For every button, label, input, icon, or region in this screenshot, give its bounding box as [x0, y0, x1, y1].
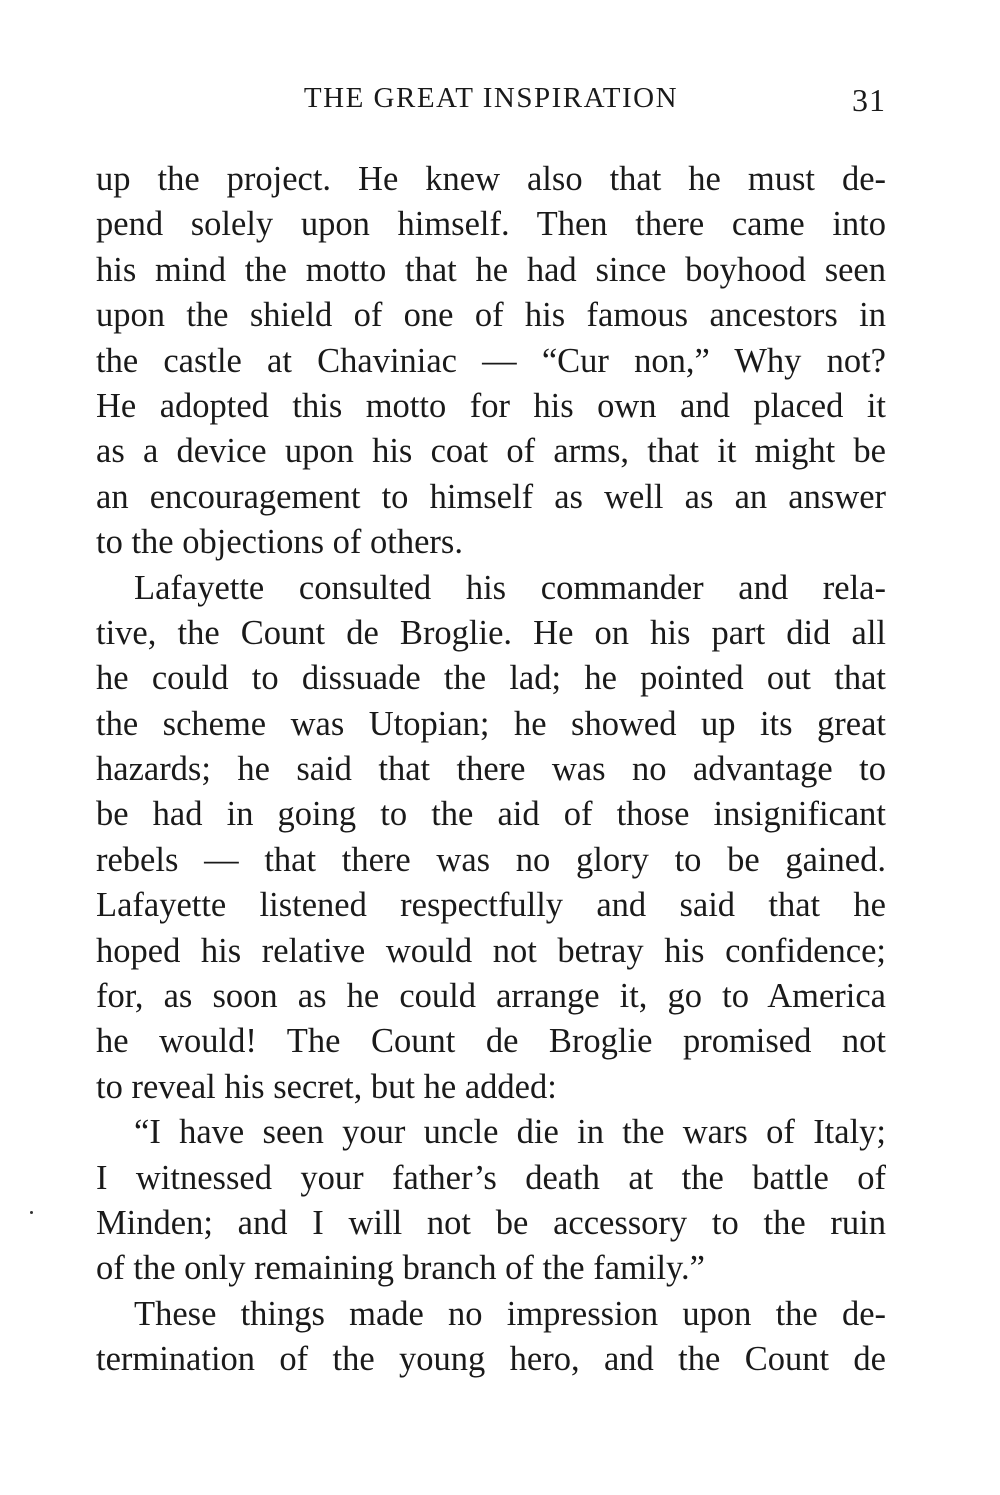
- text-line: as a device upon his coat of arms, that it might be: [96, 432, 886, 471]
- chapter-title: THE GREAT INSPIRATION: [303, 82, 679, 114]
- text-line: be had in going to the aid of those insignificant: [96, 795, 886, 834]
- body-text: [96, 157, 886, 1383]
- text-line: Lafayette consulted his commander and rela-: [134, 568, 886, 607]
- text-line: up the project. He knew also that he must de-: [96, 160, 886, 198]
- text-line: upon the shield of one of his famous ancestors in: [96, 296, 886, 335]
- text-line: I witnessed your father’s death at the battle of: [96, 1158, 886, 1197]
- text-line: “I have seen your uncle die in the wars of Italy;: [134, 1113, 886, 1152]
- text-line: pend solely upon himself. Then there came into: [96, 205, 886, 244]
- text-line: to the objections of others.: [96, 523, 463, 562]
- text-line: tive, the Count de Broglie. He on his part did all: [96, 613, 886, 652]
- text-line: He adopted this motto for his own and placed it: [96, 386, 886, 425]
- text-line: These things made no impression upon the de-: [134, 1294, 886, 1333]
- text-line: the castle at Chaviniac — “Cur non,” Why not?: [96, 341, 886, 380]
- text-line: Lafayette listened respectfully and said that he: [96, 886, 886, 925]
- text-line: hoped his relative would not betray his confidence;: [96, 931, 886, 970]
- text-line: to reveal his secret, but he added:: [96, 1067, 557, 1106]
- page-number: 31: [852, 82, 886, 118]
- text-line: the scheme was Utopian; he showed up its great: [96, 704, 886, 743]
- text-line: he would! The Count de Broglie promised not: [96, 1022, 886, 1061]
- text-line: for, as soon as he could arrange it, go to America: [96, 977, 886, 1016]
- text-line: of the only remaining branch of the family.”: [96, 1249, 705, 1288]
- running-head: [96, 78, 886, 122]
- text-line: an encouragement to himself as well as an answer: [96, 477, 886, 516]
- text-line: he could to dissuade the lad; he pointed out that: [96, 659, 886, 698]
- text-line: termination of the young hero, and the Count de: [96, 1340, 886, 1379]
- print-speck: [30, 1211, 33, 1214]
- text-line: hazards; he said that there was no advantage to: [96, 750, 886, 789]
- text-line: rebels — that there was no glory to be gained.: [96, 840, 886, 879]
- text-line: his mind the motto that he had since boyhood seen: [96, 250, 886, 289]
- text-line: Minden; and I will not be accessory to the ruin: [96, 1203, 886, 1242]
